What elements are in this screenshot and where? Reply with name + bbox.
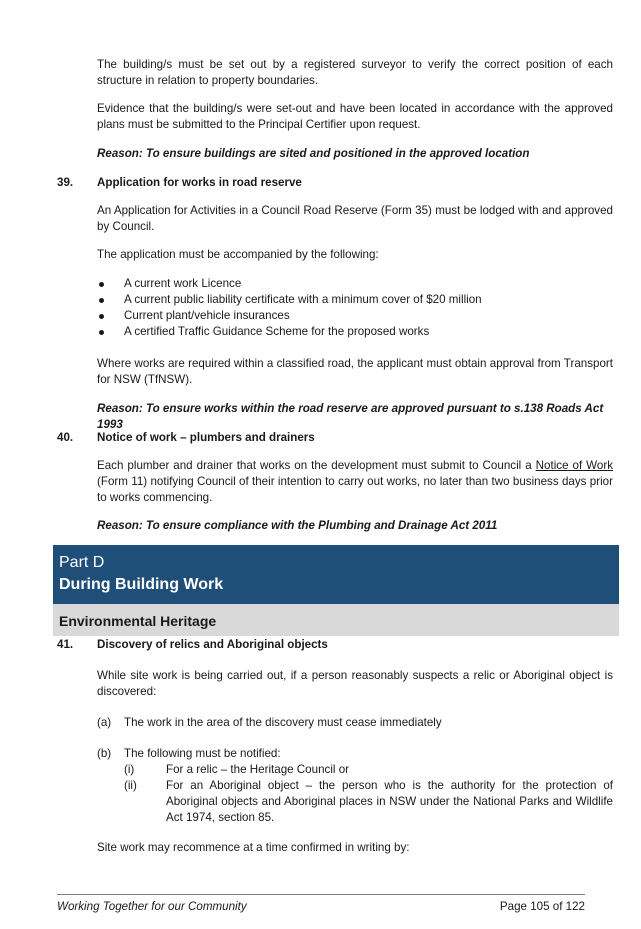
condition-number: 39. [57,176,74,189]
condition-paragraph: Where works are required within a classified road, the applicant must obtain approval from Transport for NSW (TfNSW). [97,357,613,386]
list-item: A current work Licence [124,277,242,290]
bullet-icon [99,298,104,303]
section-title: Environmental Heritage [59,613,217,629]
condition-number: 41. [57,638,74,651]
condition-paragraph: An Application for Activities in a Council Road Reserve (Form 35) must be lodged with and approved by Council. [97,204,613,233]
evidence-paragraph: Evidence that the building/s were set-out and have been located in accordance with the approved plans must be submitted to the Principal Certifier upon request. [97,102,613,131]
item-label: (a) [97,716,112,729]
bullet-icon [99,282,104,287]
item-text: The work in the area of the discovery must cease immediately [124,716,442,729]
part-title: During Building Work [59,576,224,593]
part-heading-banner [53,545,619,604]
paragraph-text: (Form 11) notifying Council of their intention to carry out works, no later than two business days prior to works commencing. [97,475,613,504]
footer-divider [57,894,585,895]
reason-text: Reason: To ensure buildings are sited and positioned in the approved location [97,147,530,160]
condition-title: Discovery of relics and Aboriginal objects [97,638,328,651]
footer-tagline: Working Together for our Community [57,900,247,913]
subitem-text: For an Aboriginal object – the person who is the authority for the protection of Aboriginal objects and Aboriginal places in NSW under the National Parks and Wildlife Act 1974, section 85. [166,779,613,824]
condition-paragraph: Site work may recommence at a time confirmed in writing by: [97,841,410,854]
bullet-icon [99,314,104,319]
condition-paragraph: The application must be accompanied by the following: [97,248,379,261]
condition-paragraph [97,458,613,506]
condition-title: Application for works in road reserve [97,176,302,189]
subitem-text: For a relic – the Heritage Council or [166,763,350,776]
list-item: Current plant/vehicle insurances [124,309,290,322]
condition-title: Notice of work – plumbers and drainers [97,431,315,444]
part-label: Part D [59,554,105,571]
subitem-label: (ii) [124,779,137,792]
condition-paragraph: While site work is being carried out, if a person reasonably suspects a relic or Aboriginal object is discovered: [97,669,613,698]
reason-text: Reason: To ensure compliance with the Plumbing and Drainage Act 2011 [97,519,498,532]
bullet-icon [99,330,104,335]
condition-number: 40. [57,431,74,444]
setout-paragraph: The building/s must be set out by a registered surveyor to verify the correct position of each structure in relation to property boundaries. [97,58,613,87]
item-label: (b) [97,747,112,760]
list-item: A certified Traffic Guidance Scheme for the proposed works [124,325,430,338]
reason-text: Reason: To ensure works within the road reserve are approved pursuant to s.138 Roads Act 1993 [97,402,604,431]
subitem-label: (i) [124,763,135,776]
page-number: Page 105 of 122 [499,900,585,913]
paragraph-text: Each plumber and drainer that works on the development must submit to Council a [97,459,536,472]
notice-of-work-link[interactable]: Notice of Work [535,459,614,472]
section-heading-banner [53,604,619,636]
list-item: A current public liability certificate with a minimum cover of $20 million [124,293,482,306]
item-text: The following must be notified: [124,747,281,760]
